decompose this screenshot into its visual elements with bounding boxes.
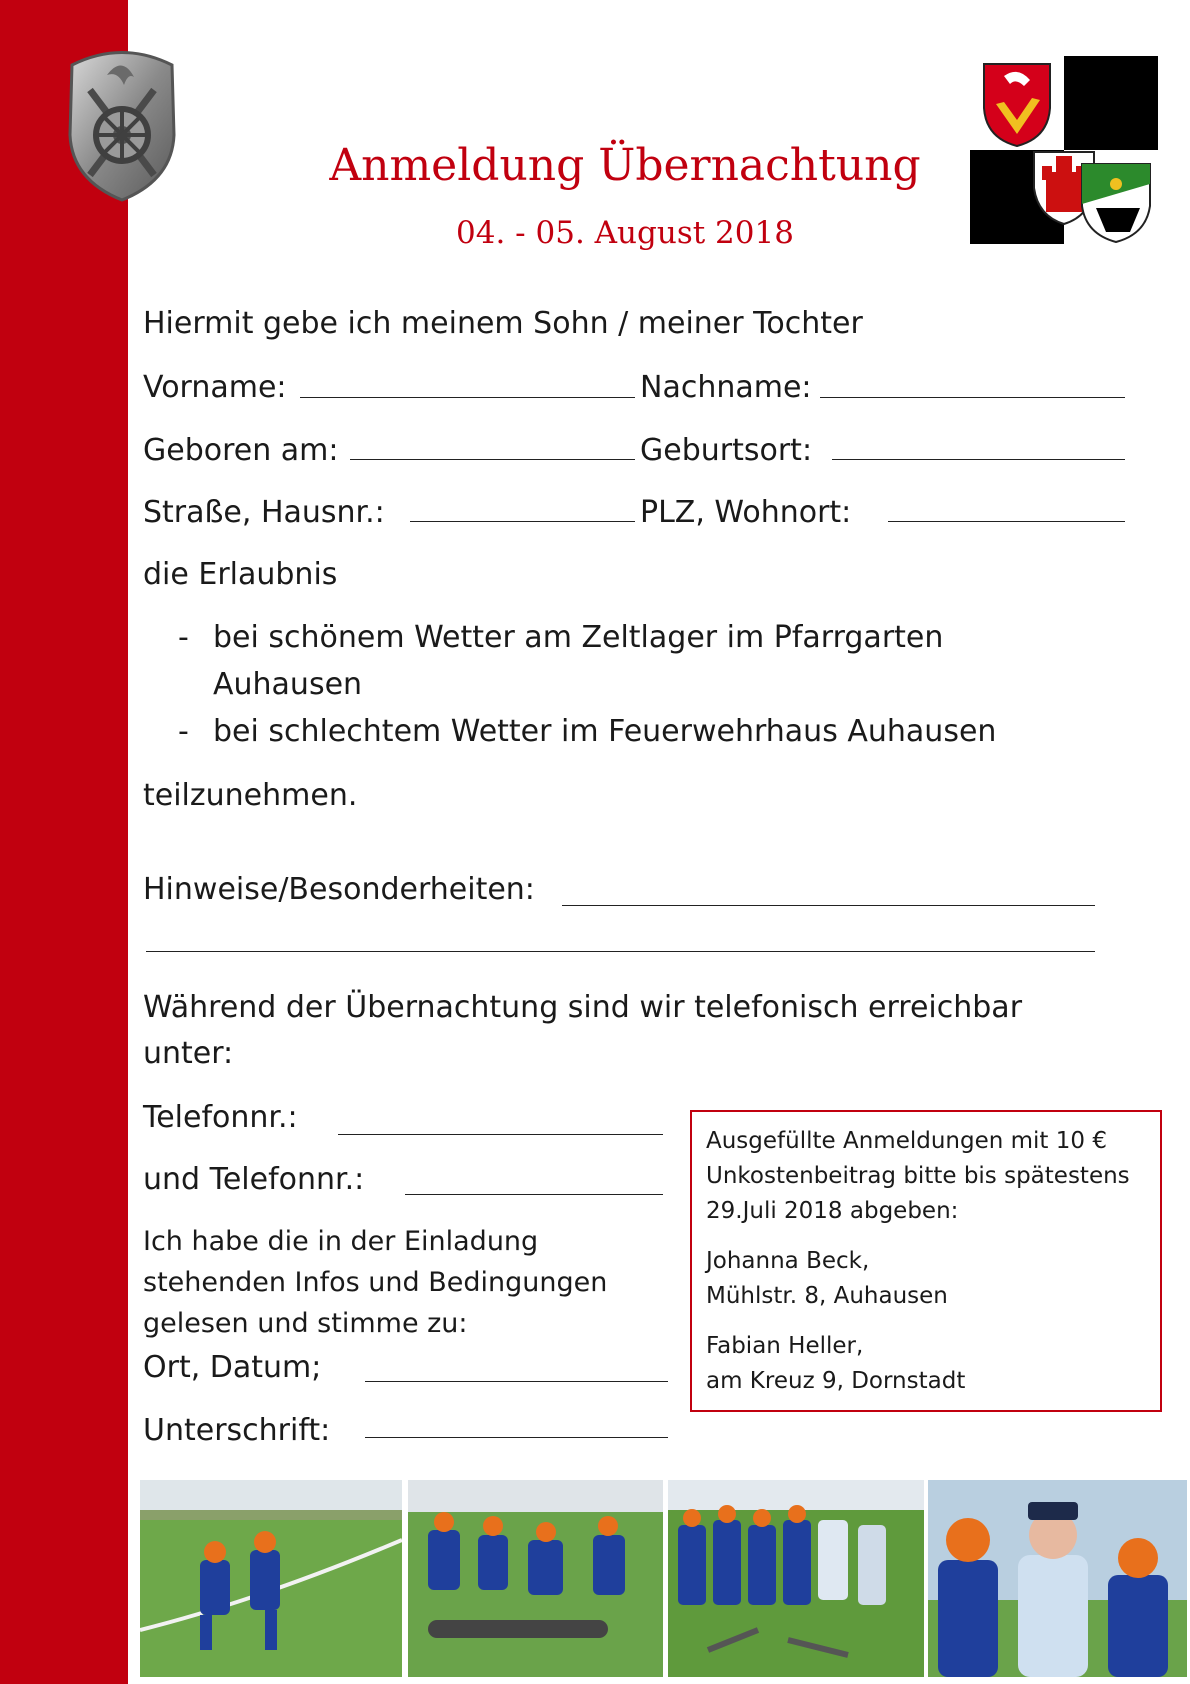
contact-name: Johanna Beck,	[706, 1248, 870, 1274]
hinweise-field-line2[interactable]	[146, 951, 1095, 952]
ort-datum-field[interactable]	[365, 1381, 668, 1382]
plz-wohnort-label: PLZ, Wohnort:	[640, 495, 852, 530]
contact-name: Fabian Heller,	[706, 1333, 864, 1359]
hinweise-label: Hinweise/Besonderheiten:	[143, 872, 535, 907]
erreichbar-text: Während der Übernachtung sind wir telefonisch erreichbar	[143, 990, 1023, 1025]
consent-text-cont: stehenden Infos und Bedingungen	[143, 1267, 608, 1298]
photo-team-hoses	[408, 1480, 663, 1677]
consent-text-cont: gelesen und stimme zu:	[143, 1308, 468, 1339]
erreichbar-text-cont: unter:	[143, 1036, 234, 1071]
left-red-sidebar	[0, 0, 128, 1684]
telefon2-field[interactable]	[405, 1194, 663, 1195]
contact-address: am Kreuz 9, Dornstadt	[706, 1368, 966, 1394]
hinweise-field[interactable]	[562, 905, 1095, 906]
contact-address: Mühlstr. 8, Auhausen	[706, 1283, 948, 1309]
consent-text: Ich habe die in der Einladung	[143, 1226, 539, 1257]
notice-text: Unkostenbeitrag bitte bis spätestens	[706, 1163, 1130, 1189]
geburtsort-label: Geburtsort:	[640, 433, 813, 468]
erlaubnis-text: die Erlaubnis	[143, 557, 338, 592]
ort-datum-label: Ort, Datum;	[143, 1350, 322, 1385]
geburtsort-field[interactable]	[832, 459, 1125, 460]
bullet-good-weather: bei schönem Wetter am Zeltlager im Pfarrgarten	[213, 620, 944, 655]
intro-text: Hiermit gebe ich meinem Sohn / meiner Tochter	[143, 306, 863, 341]
unterschrift-field[interactable]	[365, 1437, 668, 1438]
notice-text: Ausgefüllte Anmeldungen mit 10 €	[706, 1128, 1107, 1154]
telefon2-label: und Telefonnr.:	[143, 1162, 365, 1197]
vorname-field[interactable]	[300, 397, 635, 398]
photo-hose-drill	[140, 1480, 402, 1677]
photo-instructor-youth	[928, 1480, 1187, 1677]
strasse-label: Straße, Hausnr.:	[143, 495, 385, 530]
submission-notice-box	[690, 1110, 1162, 1412]
bullet-dash: -	[178, 714, 189, 749]
strasse-field[interactable]	[410, 521, 635, 522]
teilzunehmen-text: teilzunehmen.	[143, 778, 358, 813]
plz-wohnort-field[interactable]	[888, 521, 1125, 522]
vorname-label: Vorname:	[143, 370, 287, 405]
telefon1-label: Telefonnr.:	[143, 1100, 298, 1135]
nachname-label: Nachname:	[640, 370, 812, 405]
unterschrift-label: Unterschrift:	[143, 1413, 331, 1448]
geboren-am-label: Geboren am:	[143, 433, 339, 468]
bullet-dash: -	[178, 620, 189, 655]
page-title: Anmeldung Übernachtung	[329, 140, 921, 191]
bullet-bad-weather: bei schlechtem Wetter im Feuerwehrhaus Auhausen	[213, 714, 997, 749]
notice-deadline: 29.Juli 2018 abgeben:	[706, 1198, 959, 1224]
geboren-am-field[interactable]	[350, 459, 635, 460]
bullet-good-weather-cont: Auhausen	[213, 667, 363, 702]
telefon1-field[interactable]	[338, 1134, 663, 1135]
event-date: 04. - 05. August 2018	[456, 215, 794, 251]
photo-group-equipment	[668, 1480, 924, 1677]
nachname-field[interactable]	[820, 397, 1125, 398]
